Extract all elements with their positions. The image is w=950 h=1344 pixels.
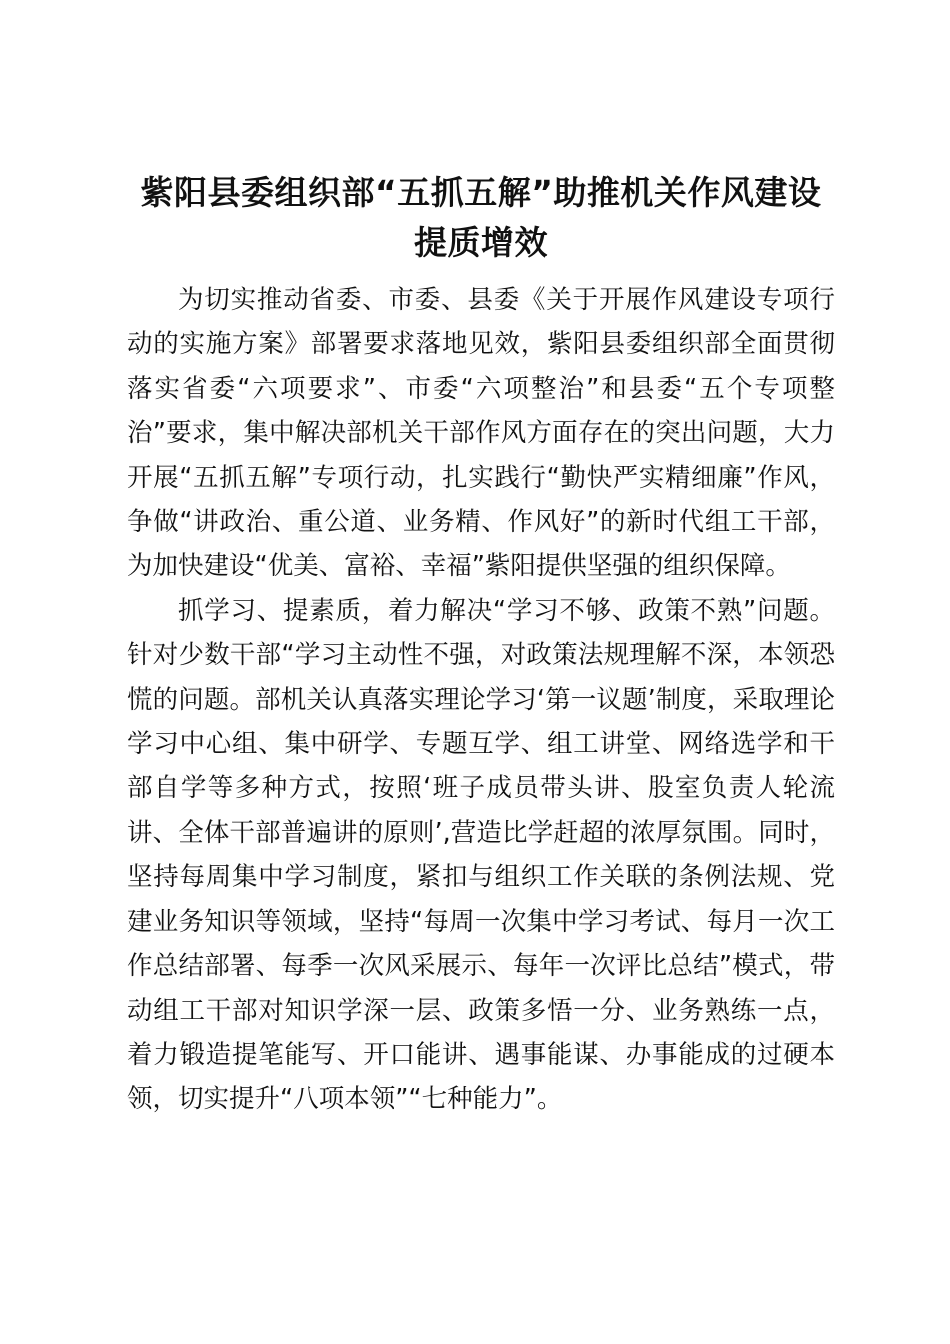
body-paragraph: 抓学习、提素质，着力解决“学习不够、政策不熟”问题。针对少数干部“学习主动性不强，对政策法规理解不深，本领恐慌的问题。部机关认真落实理论学习‘第一议题’制度，采取理论学习中心组、集中研学、专题互学、组工讲堂、网络选学和干部自学等多种方式，按照‘班子成员带头讲、股室负责人轮流讲、全体干部普遍讲的原则’,营造比学赶超的浓厚氛围。同时，坚持每周集中学习制度，紧扣与组织工作关联的条例法规、党建业务知识等领域，坚持“每周一次集中学习考试、每月一次工作总结部署、每季一次风采展示、每年一次评比总结”模式，带动组工干部对知识学深一层、政策多悟一分、业务熟练一点，着力锻造提笔能写、开口能讲、遇事能谋、办事能成的过硬本领，切实提升“八项本领”“七种能力”。 bbox=[127, 595, 835, 1115]
body-paragraph: 为切实推动省委、市委、县委《关于开展作风建设专项行动的实施方案》部署要求落地见效，紫阳县委组织部全面贯彻落实省委“六项要求”、市委“六项整治”和县委“五个专项整治”要求，集中解决部机关干部作风方面存在的突出问题，大力开展“五抓五解”专项行动，扎实践行“勤快严实精细廉”作风，争做“讲政治、重公道、业务精、作风好”的新时代组工干部，为加快建设“优美、富裕、幸福”紫阳提供坚强的组织保障。 bbox=[127, 285, 835, 582]
document-body bbox=[127, 278, 835, 1122]
document-title: 紫阳县委组织部“五抓五解”助推机关作风建设提质增效 bbox=[140, 173, 822, 262]
